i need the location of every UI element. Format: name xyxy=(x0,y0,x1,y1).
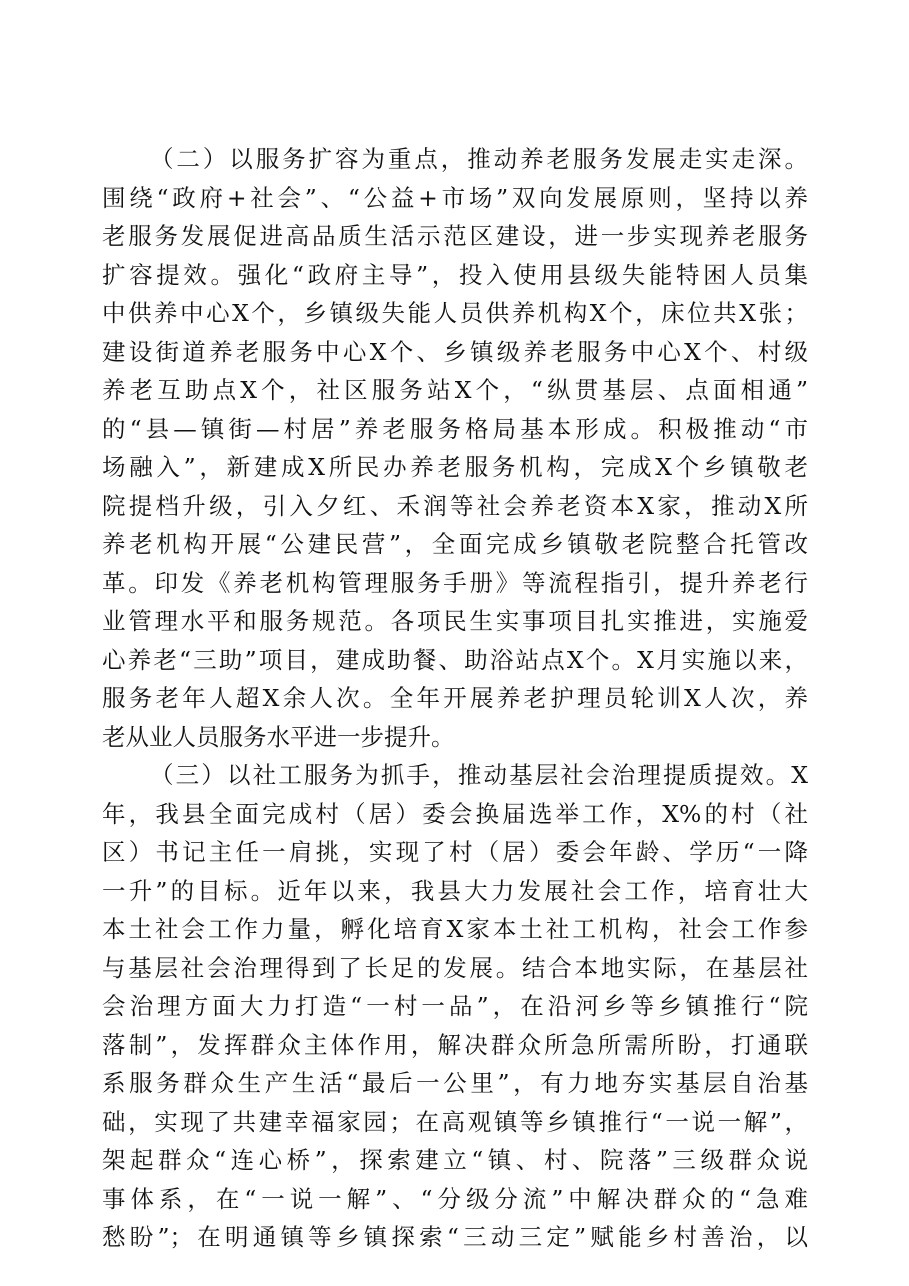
text-line: 心养老“三助”项目，建成助餐、助浴站点X个。X月实施以来， xyxy=(102,645,808,674)
text-line: （三）以社工服务为抓手，推动基层社会治理提质提效。X xyxy=(150,761,808,789)
text-line: 本土社会工作力量，孵化培育X家本土社工机构，社会工作参 xyxy=(102,915,808,943)
paragraph-elderly-care xyxy=(102,140,808,756)
document-body xyxy=(102,140,808,1257)
text-line: 养老互助点X个，社区服务站X个，“纵贯基层、点面相通” xyxy=(102,376,808,404)
text-line: 年，我县全面完成村（居）委会换届选举工作，X%的村（社 xyxy=(102,799,808,828)
text-line: 会治理方面大力打造“一村一品”，在沿河乡等乡镇推行“院 xyxy=(102,992,808,1020)
text-line: 与基层社会治理得到了长足的发展。结合本地实际，在基层社 xyxy=(102,953,808,982)
text-line: 础，实现了共建幸福家园；在高观镇等乡镇推行“一说一解”， xyxy=(102,1107,808,1136)
text-line: 场融入”，新建成X所民办养老服务机构，完成X个乡镇敬老 xyxy=(102,453,808,481)
text-line: 业管理水平和服务规范。各项民生实事项目扎实推进，实施爱 xyxy=(102,607,808,635)
text-line: 围绕“政府+社会”、“公益+市场”双向发展原则，坚持以养 xyxy=(102,183,808,212)
text-line: 老从业人员服务水平进一步提升。 xyxy=(102,722,455,751)
text-line: 革。印发《养老机构管理服务手册》等流程指引，提升养老行 xyxy=(102,568,808,597)
text-line: 一升”的目标。近年以来，我县大力发展社会工作，培育壮大 xyxy=(102,876,808,905)
text-line: 扩容提效。强化“政府主导”，投入使用县级失能特困人员集 xyxy=(102,260,808,289)
text-line: （二）以服务扩容为重点，推动养老服务发展走实走深。 xyxy=(150,145,808,173)
text-line: 愁盼”；在明通镇等乡镇探索“三动三定”赋能乡村善治，以 xyxy=(102,1223,808,1251)
text-line: 建设街道养老服务中心X个、乡镇级养老服务中心X个、村级 xyxy=(102,337,808,366)
text-line: 区）书记主任一肩挑，实现了村（居）委会年龄、学历“一降 xyxy=(102,838,808,866)
text-line: 架起群众“连心桥”，探索建立“镇、村、院落”三级群众说 xyxy=(102,1146,808,1174)
text-line: 养老机构开展“公建民营”，全面完成乡镇敬老院整合托管改 xyxy=(102,530,808,558)
text-line: 老服务发展促进高品质生活示范区建设，进一步实现养老服务 xyxy=(102,222,808,250)
text-line: 中供养中心X个，乡镇级失能人员供养机构X个，床位共X张； xyxy=(102,299,808,327)
text-line: 事体系，在“一说一解”、“分级分流”中解决群众的“急难 xyxy=(102,1184,808,1213)
text-line: 院提档升级，引入夕红、禾润等社会养老资本X家，推动X所 xyxy=(102,491,808,520)
text-line: 系服务群众生产生活“最后一公里”，有力地夯实基层自治基 xyxy=(102,1069,808,1097)
text-line: 的“县—镇街—村居”养老服务格局基本形成。积极推动“市 xyxy=(102,414,808,443)
text-line: 落制”，发挥群众主体作用，解决群众所急所需所盼，打通联 xyxy=(102,1030,808,1059)
paragraph-social-work xyxy=(102,756,808,1257)
text-line: 服务老年人超X余人次。全年开展养老护理员轮训X人次，养 xyxy=(102,684,808,712)
